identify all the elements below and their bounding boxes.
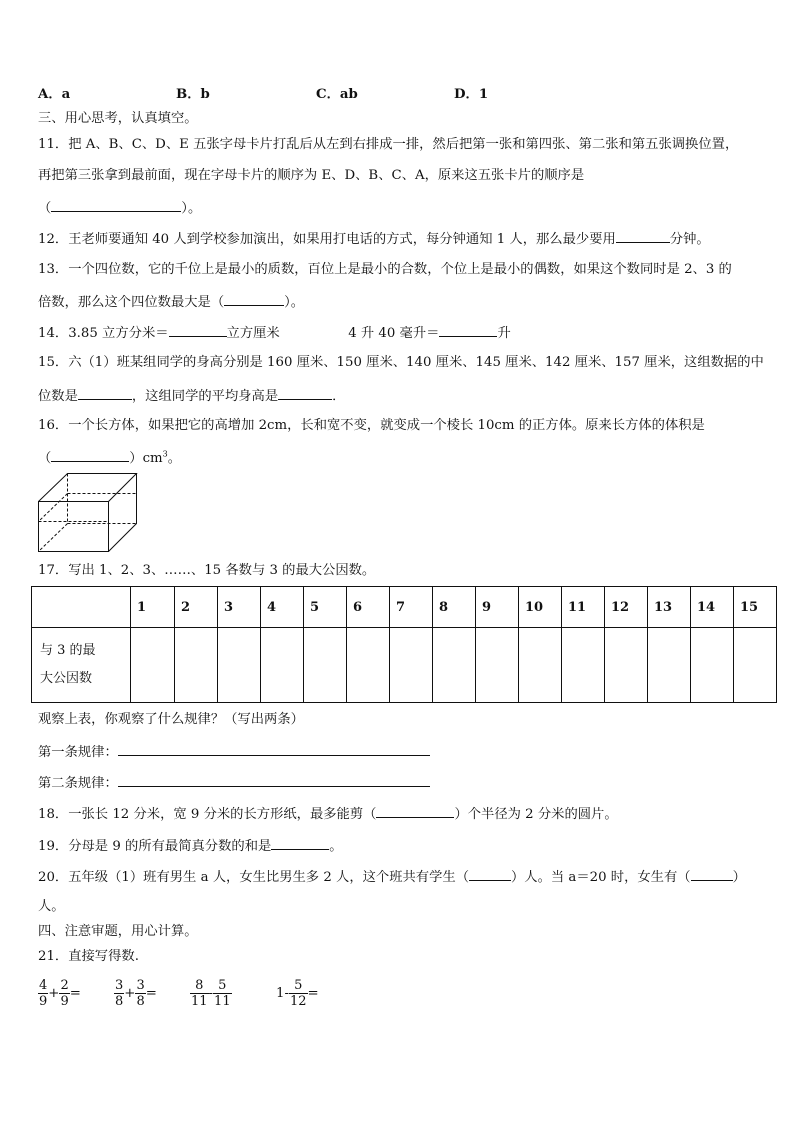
q20-line1: 20．五年级（1）班有男生 a 人，女生比男生多 2 人，这个班共有学生（ ）人。当 a＝20 时，女生有（ ） — [38, 867, 746, 887]
section-4-heading: 四、注意审题，用心计算。 — [38, 924, 198, 939]
option-c: C．ab — [316, 87, 358, 102]
option-a: A．a — [38, 87, 71, 102]
gcd-answer-cell[interactable] — [261, 628, 304, 703]
cuboid-front-face — [39, 502, 109, 552]
gcd-answer-cell[interactable] — [648, 628, 691, 703]
cuboid-hidden-depth — [39, 524, 68, 552]
gcd-answer-cell[interactable] — [131, 628, 175, 703]
option-b: B．b — [176, 87, 210, 102]
gcd-num: 15 — [734, 587, 777, 628]
q19: 19．分母是 9 的所有最简真分数的和是 。 — [38, 836, 343, 856]
q14: 14．3.85 立方分米＝ 立方厘米 4 升 40 毫升＝ 升 — [38, 323, 511, 343]
gcd-row-label: 与 3 的最 大公因数 — [32, 628, 131, 703]
option-d: D．1 — [454, 87, 489, 102]
q21-expr-2: $\frac{3}{8}$ + $\frac{3}{8}$ = — [115, 978, 157, 1009]
q11-blank[interactable] — [51, 198, 181, 212]
gcd-num: 13 — [648, 587, 691, 628]
gcd-answer-cell[interactable] — [218, 628, 261, 703]
cuboid-right-edges — [109, 474, 137, 552]
gcd-num: 9 — [476, 587, 519, 628]
q16-blank[interactable] — [51, 448, 129, 462]
fraction: $\frac{5}{11}$ — [214, 978, 231, 1009]
q21-expr-1: $\frac{4}{9}$ + $\frac{2}{9}$ = — [39, 978, 81, 1009]
gcd-answer-cell[interactable] — [734, 628, 777, 703]
cuboid-top-edges — [39, 474, 137, 502]
gcd-answer-cell[interactable] — [691, 628, 734, 703]
fraction: $\frac{3}{8}$ — [115, 978, 124, 1009]
gcd-answer-cell[interactable] — [347, 628, 390, 703]
q16-answer-line: （ ）$cm^3$。 — [38, 449, 182, 466]
section-3-heading: 三、用心思考，认真填空。 — [38, 111, 198, 126]
gcd-num: 1 — [131, 587, 175, 628]
gcd-corner-cell — [32, 587, 131, 628]
gcd-num: 6 — [347, 587, 390, 628]
rule1-blank[interactable] — [118, 742, 430, 756]
gcd-num: 8 — [433, 587, 476, 628]
q16-line1: 16．一个长方体，如果把它的高增加 2cm，长和宽不变，就变成一个棱长 10cm 的正方体。原来长方体的体积是 — [38, 418, 705, 433]
q14-blank-a[interactable] — [169, 323, 227, 337]
q14-blank-b[interactable] — [439, 323, 497, 337]
fraction: $\frac{3}{8}$ — [136, 978, 145, 1009]
q15-line2: 位数是 ，这组同学的平均身高是 ． — [38, 386, 345, 406]
gcd-answer-cell[interactable] — [304, 628, 347, 703]
gcd-num: 11 — [562, 587, 605, 628]
gcd-table — [31, 586, 777, 703]
gcd-num: 12 — [605, 587, 648, 628]
gcd-header-row — [32, 587, 777, 628]
fraction: $\frac{2}{9}$ — [60, 978, 69, 1009]
q15-blank-median[interactable] — [78, 386, 132, 400]
gcd-answer-cell[interactable] — [562, 628, 605, 703]
q13-line1: 13．一个四位数，它的千位上是最小的质数，百位上是最小的合数，个位上是最小的偶数，如果这个数同时是 2、3 的 — [38, 262, 732, 277]
gcd-num: 4 — [261, 587, 304, 628]
q11-line2: 再把第三张拿到最前面，现在字母卡片的顺序为 E、D、B、C、A，原来这五张卡片的顺序是 — [38, 168, 585, 183]
gcd-num: 5 — [304, 587, 347, 628]
q20-blank-total[interactable] — [469, 867, 511, 881]
q21-expr-4: 1- $\frac{5}{12}$ = — [276, 978, 319, 1009]
gcd-answer-cell[interactable] — [390, 628, 433, 703]
gcd-num: 2 — [175, 587, 218, 628]
fraction: $\frac{8}{11}$ — [191, 978, 208, 1009]
rule2-blank[interactable] — [118, 773, 430, 787]
gcd-answer-cell[interactable] — [519, 628, 562, 703]
gcd-num: 3 — [218, 587, 261, 628]
gcd-num: 7 — [390, 587, 433, 628]
q21-expr-3: $\frac{8}{11}$ - $\frac{5}{11}$ — [191, 978, 231, 1009]
q17-line: 17．写出 1、2、3、……、15 各数与 3 的最大公因数。 — [38, 563, 376, 578]
q19-blank[interactable] — [271, 836, 329, 850]
q18-blank[interactable] — [376, 804, 454, 818]
gcd-answer-cell[interactable] — [605, 628, 648, 703]
q12: 12．王老师要通知 40 人到学校参加演出，如果用打电话的方式，每分钟通知 1 人，那么最少要用 分钟。 — [38, 229, 710, 249]
q13-blank[interactable] — [224, 292, 284, 306]
q21-line: 21．直接写得数. — [38, 949, 139, 964]
q17-rule2: 第二条规律： — [38, 773, 430, 793]
gcd-answer-cell[interactable] — [433, 628, 476, 703]
gcd-num: 14 — [691, 587, 734, 628]
gcd-answer-cell[interactable] — [175, 628, 218, 703]
q15-blank-average[interactable] — [278, 386, 332, 400]
gcd-answer-row — [32, 628, 777, 703]
q20-blank-girls[interactable] — [691, 867, 733, 881]
q15-line1: 15．六（1）班某组同学的身高分别是 160 厘米、150 厘米、140 厘米、145 厘米、142 厘米、157 厘米，这组数据的中 — [38, 355, 764, 370]
fraction: $\frac{4}{9}$ — [39, 978, 48, 1009]
q17-rule1: 第一条规律： — [38, 742, 430, 762]
q12-blank[interactable] — [616, 229, 670, 243]
q17-observe: 观察上表，你观察了什么规律？（写出两条） — [38, 712, 304, 727]
gcd-num: 10 — [519, 587, 562, 628]
q20-line2: 人。 — [38, 899, 65, 914]
q11-line1: 11．把 A、B、C、D、E 五张字母卡片打乱后从左到右排成一排，然后把第一张和第四张、第二张和第五张调换位置， — [38, 137, 739, 152]
q13-line2: 倍数，那么这个四位数最大是（ ）。 — [38, 292, 304, 312]
gcd-answer-cell[interactable] — [476, 628, 519, 703]
fraction: $\frac{5}{12}$ — [289, 978, 307, 1009]
q11-answer-line: （ ）。 — [38, 198, 201, 218]
q18: 18．一张长 12 分米，宽 9 分米的长方形纸，最多能剪（ ）个半径为 2 分米的圆片。 — [38, 804, 618, 824]
cuboid-figure — [37, 472, 141, 554]
